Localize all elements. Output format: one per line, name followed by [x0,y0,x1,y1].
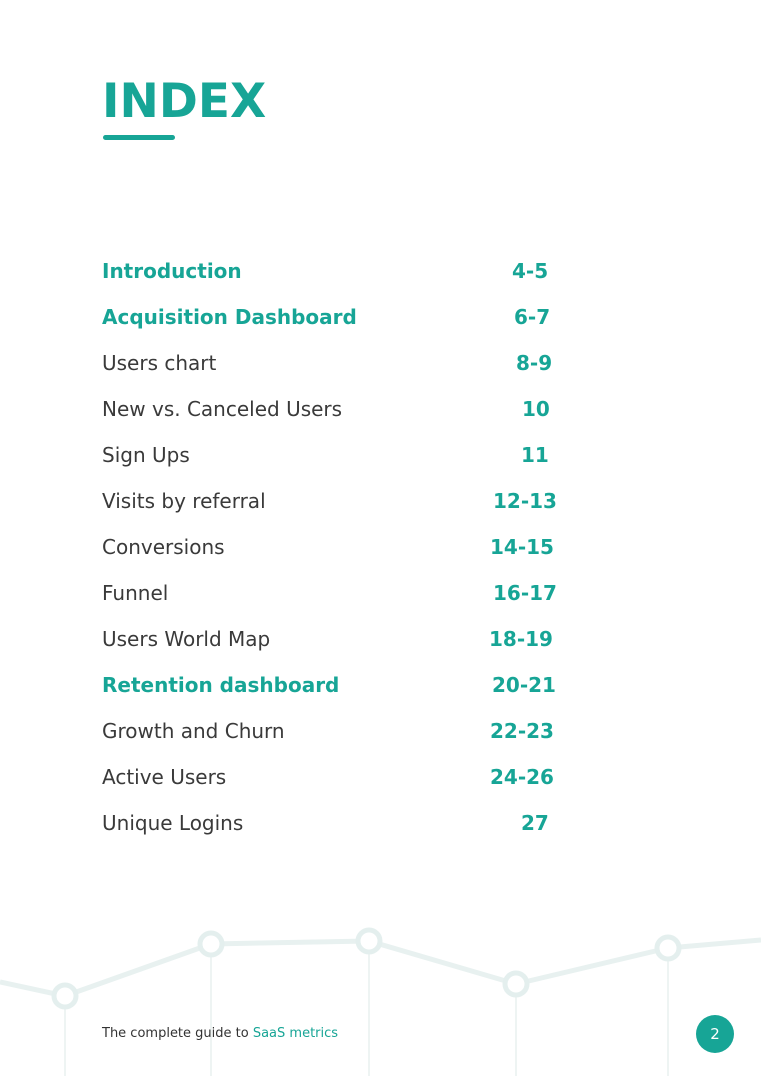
toc-item-label: Visits by referral [102,489,266,513]
toc-item-pages: 20-21 [492,673,556,697]
toc-item-growth-and-churn[interactable] [102,716,562,746]
toc-item-introduction[interactable] [102,256,562,286]
toc-item-pages: 6-7 [514,305,551,329]
toc-item-active-users[interactable] [102,762,562,792]
toc-item-label: Conversions [102,535,225,559]
toc-item-pages: 14-15 [490,535,554,559]
toc-item-users-world-map[interactable] [102,624,562,654]
toc-item-pages: 18-19 [489,627,553,651]
toc-item-retention-dashboard[interactable] [102,670,562,700]
toc-item-pages: 11 [521,443,549,467]
toc-item-label: Retention dashboard [102,673,340,697]
toc-item-pages: 8-9 [516,351,553,375]
toc-item-sign-ups[interactable] [102,440,562,470]
toc-item-pages: 27 [521,811,549,835]
toc-item-label: Introduction [102,259,242,283]
toc-item-label: Sign Ups [102,443,190,467]
toc-item-visits-by-referral[interactable] [102,486,562,516]
toc-item-acquisition-dashboard[interactable] [102,302,562,332]
toc-item-label: Users chart [102,351,217,375]
toc-item-pages: 10 [522,397,550,421]
toc-item-label: Growth and Churn [102,719,285,743]
title-underline [103,135,175,140]
footer-text: The complete guide to [102,1026,253,1041]
toc-item-users-chart[interactable] [102,348,562,378]
toc-item-label: Unique Logins [102,811,244,835]
toc-item-unique-logins[interactable] [102,808,562,838]
footer-caption [102,1025,338,1043]
toc-item-pages: 4-5 [512,259,549,283]
toc-item-label: New vs. Canceled Users [102,397,343,421]
page-number-badge: 2 [696,1015,734,1053]
toc-item-pages: 24-26 [490,765,554,789]
footer-link[interactable]: SaaS metrics [252,1026,339,1041]
toc-item-pages: 12-13 [493,489,557,513]
toc-item-label: Acquisition Dashboard [102,305,357,329]
page-title: INDEX [102,74,267,129]
background-line-graph [0,900,761,1076]
toc-item-conversions[interactable] [102,532,562,562]
toc-item-pages: 16-17 [493,581,557,605]
toc-item-label: Active Users [102,765,227,789]
toc-item-new-vs-canceled-users[interactable] [102,394,562,424]
toc-item-funnel[interactable] [102,578,562,608]
toc-item-label: Users World Map [102,627,271,651]
toc-item-pages: 22-23 [490,719,554,743]
toc-item-label: Funnel [102,581,169,605]
